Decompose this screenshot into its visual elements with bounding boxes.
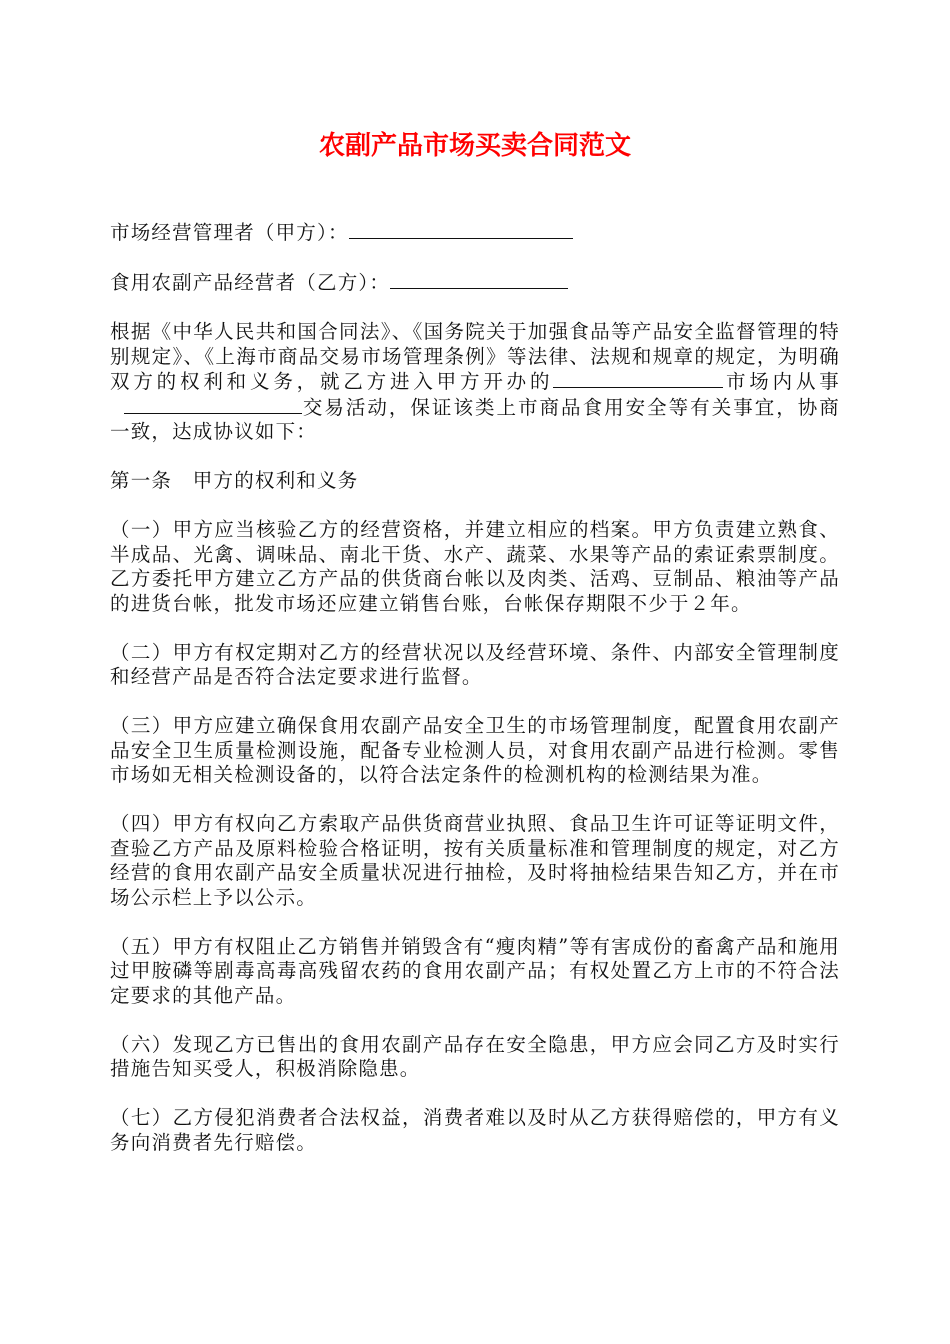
preamble-text-3: 交易活动，保证该类上市商品食用安全等有关事宜，协商一致，达成协议如下：	[110, 395, 840, 443]
party-b-label: 食用农副产品经营者（乙方）：	[110, 271, 391, 294]
trade-type-blank	[124, 395, 302, 414]
document-body	[110, 216, 840, 1180]
clause-3: （三）甲方应建立确保食用农副产品安全卫生的市场管理制度，配置食用农副产品安全卫生质量检测设施，配备专业检测人员，对食用农副产品进行检测。零售市场如无相关检测设备的，以符合法定条件的检测机构的检测结果为准。	[110, 714, 840, 786]
clause-1: （一）甲方应当核验乙方的经营资格，并建立相应的档案。甲方负责建立熟食、半成品、光禽、调味品、南北干货、水产、蔬菜、水果等产品的索证索票制度。乙方委托甲方建立乙方产品的供货商台帐以及肉类、活鸡、豆制品、粮油等产品的进货台帐，批发市场还应建立销售台账，台帐保存期限不少于２年。	[110, 518, 840, 615]
clause-2: （二）甲方有权定期对乙方的经营状况以及经营环境、条件、内部安全管理制度和经营产品是否符合法定要求进行监督。	[110, 640, 840, 688]
party-b-blank	[390, 270, 568, 289]
party-a-line	[110, 220, 840, 246]
article-1-heading: 第一条 甲方的权利和义务	[110, 469, 359, 492]
party-a-blank	[349, 220, 573, 239]
clause-6: （六）发现乙方已售出的食用农副产品存在安全隐患，甲方应会同乙方及时实行措施告知买受人，积极消除隐患。	[110, 1032, 840, 1080]
document-title: 农副产品市场买卖合同范文	[318, 131, 631, 161]
preamble-paragraph	[110, 320, 840, 445]
market-name-blank	[553, 369, 723, 388]
preamble-text-1: 根据《中华人民共和国合同法》、《国务院关于加强食品等产品安全监督管理的特别规定》、《上海市商品交易市场管理条例》等法律、法规和规章的规定，为明确双方的权利和义务，就乙方进入甲方开办的	[110, 320, 840, 393]
party-b-line	[110, 270, 840, 296]
party-a-label: 市场经营管理者（甲方）：	[110, 221, 349, 244]
clause-5: （五）甲方有权阻止乙方销售并销毁含有“瘦肉精”等有害成份的畜禽产品和施用过甲胺磷等剧毒高毒高残留农药的食用农副产品；有权处置乙方上市的不符合法定要求的其他产品。	[110, 934, 840, 1007]
preamble-text-2: 市场内从事	[723, 370, 840, 393]
clause-4: （四）甲方有权向乙方索取产品供货商营业执照、食品卫生许可证等证明文件，查验乙方产品及原料检验合格证明，按有关质量标准和管理制度的规定，对乙方经营的食用农副产品安全质量状况进行抽检，及时将抽检结果告知乙方，并在市场公示栏上予以公示。	[110, 812, 840, 909]
clause-7: （七）乙方侵犯消费者合法权益，消费者难以及时从乙方获得赔偿的，甲方有义务向消费者先行赔偿。	[110, 1106, 840, 1154]
